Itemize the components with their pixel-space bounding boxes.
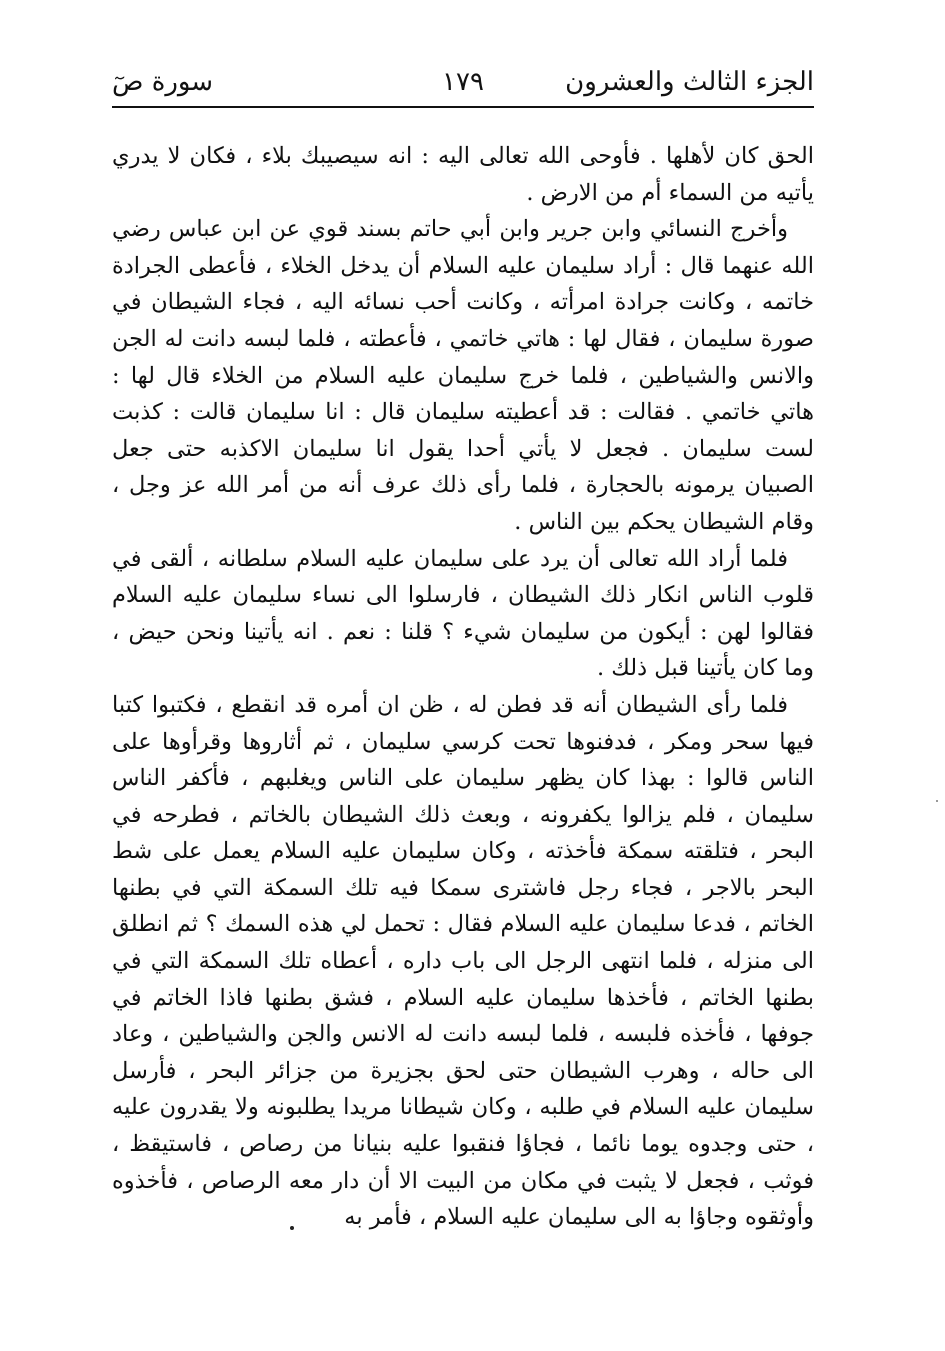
- paragraph: فلما أراد الله تعالى أن يرد على سليمان عليه السلام سلطانه ، ألقى في قلوب الناس انكار ذلك الشيطان ، فارسلوا الى نساء سليمان عليه السلام فقالوا لهن : أيكون من سليمان شيء ؟ قلنا : نعم . انه يأتينا ونحن حيض ، وما كان يأتينا قبل ذلك .: [112, 545, 814, 682]
- running-header: [112, 62, 814, 102]
- paragraph: فلما رأى الشيطان أنه قد فطن له ، ظن ان أمره قد انقطع ، فكتبوا كتبا فيها سحر ومكر ، فدفنوها تحت كرسي سليمان ، ثم أثاروها وقرأوها على الناس قالوا : بهذا كان يظهر سليمان على الناس ويغلبهم ، فأكفر الناس سليمان ، فلم يزالوا يكفرونه ، وبعث ذلك الشيطان بالخاتم ، فطرحه في البحر ، فتلقته سمكة فأخذته ، وكان سليمان عليه السلام يعمل على شط البحر بالاجر ، فجاء رجل فاشترى سمكا فيه تلك السمكة التي في بطنها الخاتم ، فدعا سليمان عليه السلام فقال : تحمل لي هذه السمك ؟ ثم انطلق الى منزله ، فلما انتهى الرجل الى باب داره ، أعطاه تلك السمكة التي في بطنها الخاتم ، فأخذها سليمان عليه السلام ، فشق بطنها فاذا الخاتم في جوفها ، فأخذه فلبسه ، فلما لبسه دانت له الانس والجن والشياطين ، وعاد الى حاله ، وهرب الشيطان حتى لحق بجزيرة من جزائر البحر ، فأرسل سليمان عليه السلام في طلبه ، وكان شيطانا مريدا يطلبونه ولا يقدرون عليه ، حتى وجدوه يوما نائما ، فجاؤا فنقبوا عليه بنيانا من رصاص ، فاستيقظ ، فوثب ، فجعل لا يثبت في مكان من البيت الا أن دار معه الرصاص ، فأخذوه وأوثقوه وجاؤا به الى سليمان عليه السلام ، فأمر به: [112, 691, 814, 1231]
- ink-dot: [290, 1226, 294, 1230]
- header-rule: [112, 106, 814, 108]
- body-text: [112, 138, 814, 1236]
- scan-speck: [936, 800, 938, 802]
- part-title: الجزء الثالث والعشرون: [565, 67, 814, 97]
- paragraph: الحق كان لأهلها . فأوحى الله تعالى اليه : انه سيصيبك بلاء ، فكان لا يدري يأتيه من السماء أم من الارض .: [112, 143, 814, 206]
- surah-title: سورة صٓ: [112, 67, 214, 97]
- paragraph: وأخرج النسائي وابن جرير وابن أبي حاتم بسند قوي عن ابن عباس رضي الله عنهما قال : أراد سليمان عليه السلام أن يدخل الخلاء ، فأعطى الجرادة خاتمه ، وكانت جرادة امرأته ، وكانت أحب نسائه اليه ، فجاء الشيطان في صورة سليمان ، فقال لها : هاتي خاتمي ، فأعطته ، فلما لبسه دانت له الجن والانس والشياطين ، فلما خرج سليمان عليه السلام من الخلاء قال لها : هاتي خاتمي . فقالت : قد أعطيته سليمان قال : انا سليمان قالت : كذبت لست سليمان . فجعل لا يأتي أحدا يقول انا سليمان الاكذبه حتى جعل الصبيان يرمونه بالحجارة ، فلما رأى ذلك عرف أنه من أمر الله عز وجل ، وقام الشيطان يحكم بين الناس .: [112, 216, 814, 535]
- page-number: ١٧٩: [442, 67, 484, 97]
